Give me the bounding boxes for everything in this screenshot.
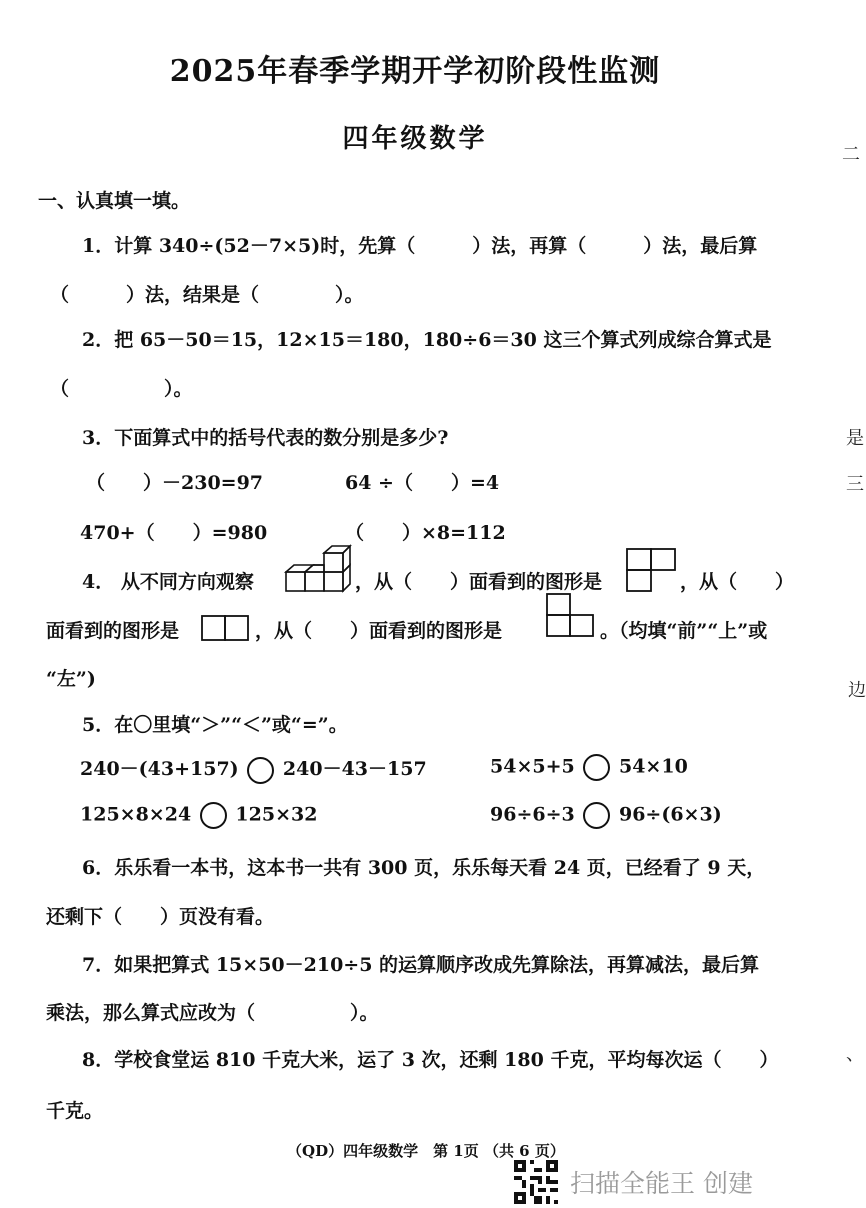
question-2-line-1: 2．把 65－50＝15，12×15＝180，180÷6＝30 这三个算式列成综合算式是 bbox=[82, 329, 772, 351]
question-4-text-4: 面看到的图形是 bbox=[46, 620, 180, 642]
cube-stack-figure bbox=[284, 538, 352, 596]
comparison-circle-2[interactable] bbox=[583, 754, 610, 781]
question-4-text-1: 4． 从不同方向观察 bbox=[82, 571, 254, 593]
question-8-line-1: 8．学校食堂运 810 千克大米，运了 3 次，还剩 180 千克，平均每次运（ ） bbox=[82, 1049, 779, 1071]
scanner-watermark: 扫描全能王 创建 bbox=[570, 1169, 753, 1198]
comparison-1-right: 240－43－157 bbox=[282, 758, 427, 780]
question-8-line-2: 千克。 bbox=[46, 1100, 104, 1122]
margin-mark-3: 三 bbox=[846, 474, 864, 495]
comparison-1-left: 240－(43+157) bbox=[80, 758, 239, 780]
comparison-row-1 bbox=[80, 754, 427, 784]
margin-mark-5: 、 bbox=[846, 1044, 864, 1065]
qr-code-icon bbox=[514, 1160, 558, 1204]
margin-mark-2: 是 bbox=[846, 428, 864, 449]
question-7-line-1: 7．如果把算式 15×50－210÷5 的运算顺序改成先算除法，再算减法，最后算 bbox=[82, 954, 760, 976]
comparison-row-4 bbox=[490, 802, 722, 829]
question-6-line-2: 还剩下（ ）页没有看。 bbox=[46, 906, 275, 928]
question-3-expression-3: 470+（ ）=980 bbox=[80, 522, 268, 544]
comparison-3-left: 125×8×24 bbox=[80, 803, 192, 826]
page-footer: （QD）四年级数学 第 1页 （共 6 页） bbox=[287, 1142, 565, 1160]
question-5-prompt: 5．在〇里填“＞”“＜”或“=”。 bbox=[82, 714, 348, 736]
section-heading: 一、认真填一填。 bbox=[38, 190, 191, 212]
comparison-4-left: 96÷6÷3 bbox=[490, 803, 575, 826]
comparison-2-left: 54×5+5 bbox=[490, 755, 575, 778]
question-3-prompt: 3．下面算式中的括号代表的数分别是多少? bbox=[82, 427, 449, 449]
comparison-row-2 bbox=[490, 754, 688, 781]
view-figure-3 bbox=[545, 592, 595, 638]
question-6-line-1: 6．乐乐看一本书，这本书一共有 300 页，乐乐每天看 24 页，已经看了 9 天， bbox=[82, 857, 766, 879]
view-figure-1 bbox=[625, 547, 677, 593]
question-7-line-2: 乘法，那么算式应改为（ ）。 bbox=[46, 1002, 379, 1024]
question-3-expression-1: （ ）－230=97 bbox=[86, 472, 264, 494]
question-1-line-1: 1．计算 340÷(52－7×5)时，先算（ ）法，再算（ ）法，最后算 bbox=[82, 235, 758, 257]
question-4-text-2: ，从（ ）面看到的图形是 bbox=[355, 571, 603, 593]
comparison-circle-3[interactable] bbox=[200, 802, 227, 829]
comparison-2-right: 54×10 bbox=[618, 755, 688, 778]
margin-mark-1: 二 bbox=[842, 144, 860, 165]
margin-mark-4: 边 bbox=[848, 680, 866, 701]
comparison-circle-1[interactable] bbox=[247, 757, 274, 784]
question-4-text-7: “左”) bbox=[46, 668, 96, 690]
question-3-expression-4: （ ）×8=112 bbox=[345, 522, 506, 544]
question-3-expression-2: 64 ÷（ ）=4 bbox=[345, 472, 500, 494]
comparison-3-right: 125×32 bbox=[235, 803, 318, 826]
page-title: 2025年春季学期开学初阶段性监测 bbox=[169, 54, 661, 89]
comparison-row-3 bbox=[80, 802, 317, 829]
question-4-text-3: ，从（ ） bbox=[680, 571, 795, 593]
question-1-line-2: （ ）法，结果是（ ）。 bbox=[50, 284, 364, 306]
question-4-text-5: ，从（ ）面看到的图形是 bbox=[255, 620, 503, 642]
question-4-text-6: 。（均填“前”“上”或 bbox=[600, 620, 768, 642]
comparison-circle-4[interactable] bbox=[583, 802, 610, 829]
page-subtitle: 四年级数学 bbox=[342, 124, 488, 154]
view-figure-2 bbox=[200, 614, 250, 642]
question-2-line-2: （ ）。 bbox=[50, 378, 193, 400]
comparison-4-right: 96÷(6×3) bbox=[618, 803, 722, 826]
